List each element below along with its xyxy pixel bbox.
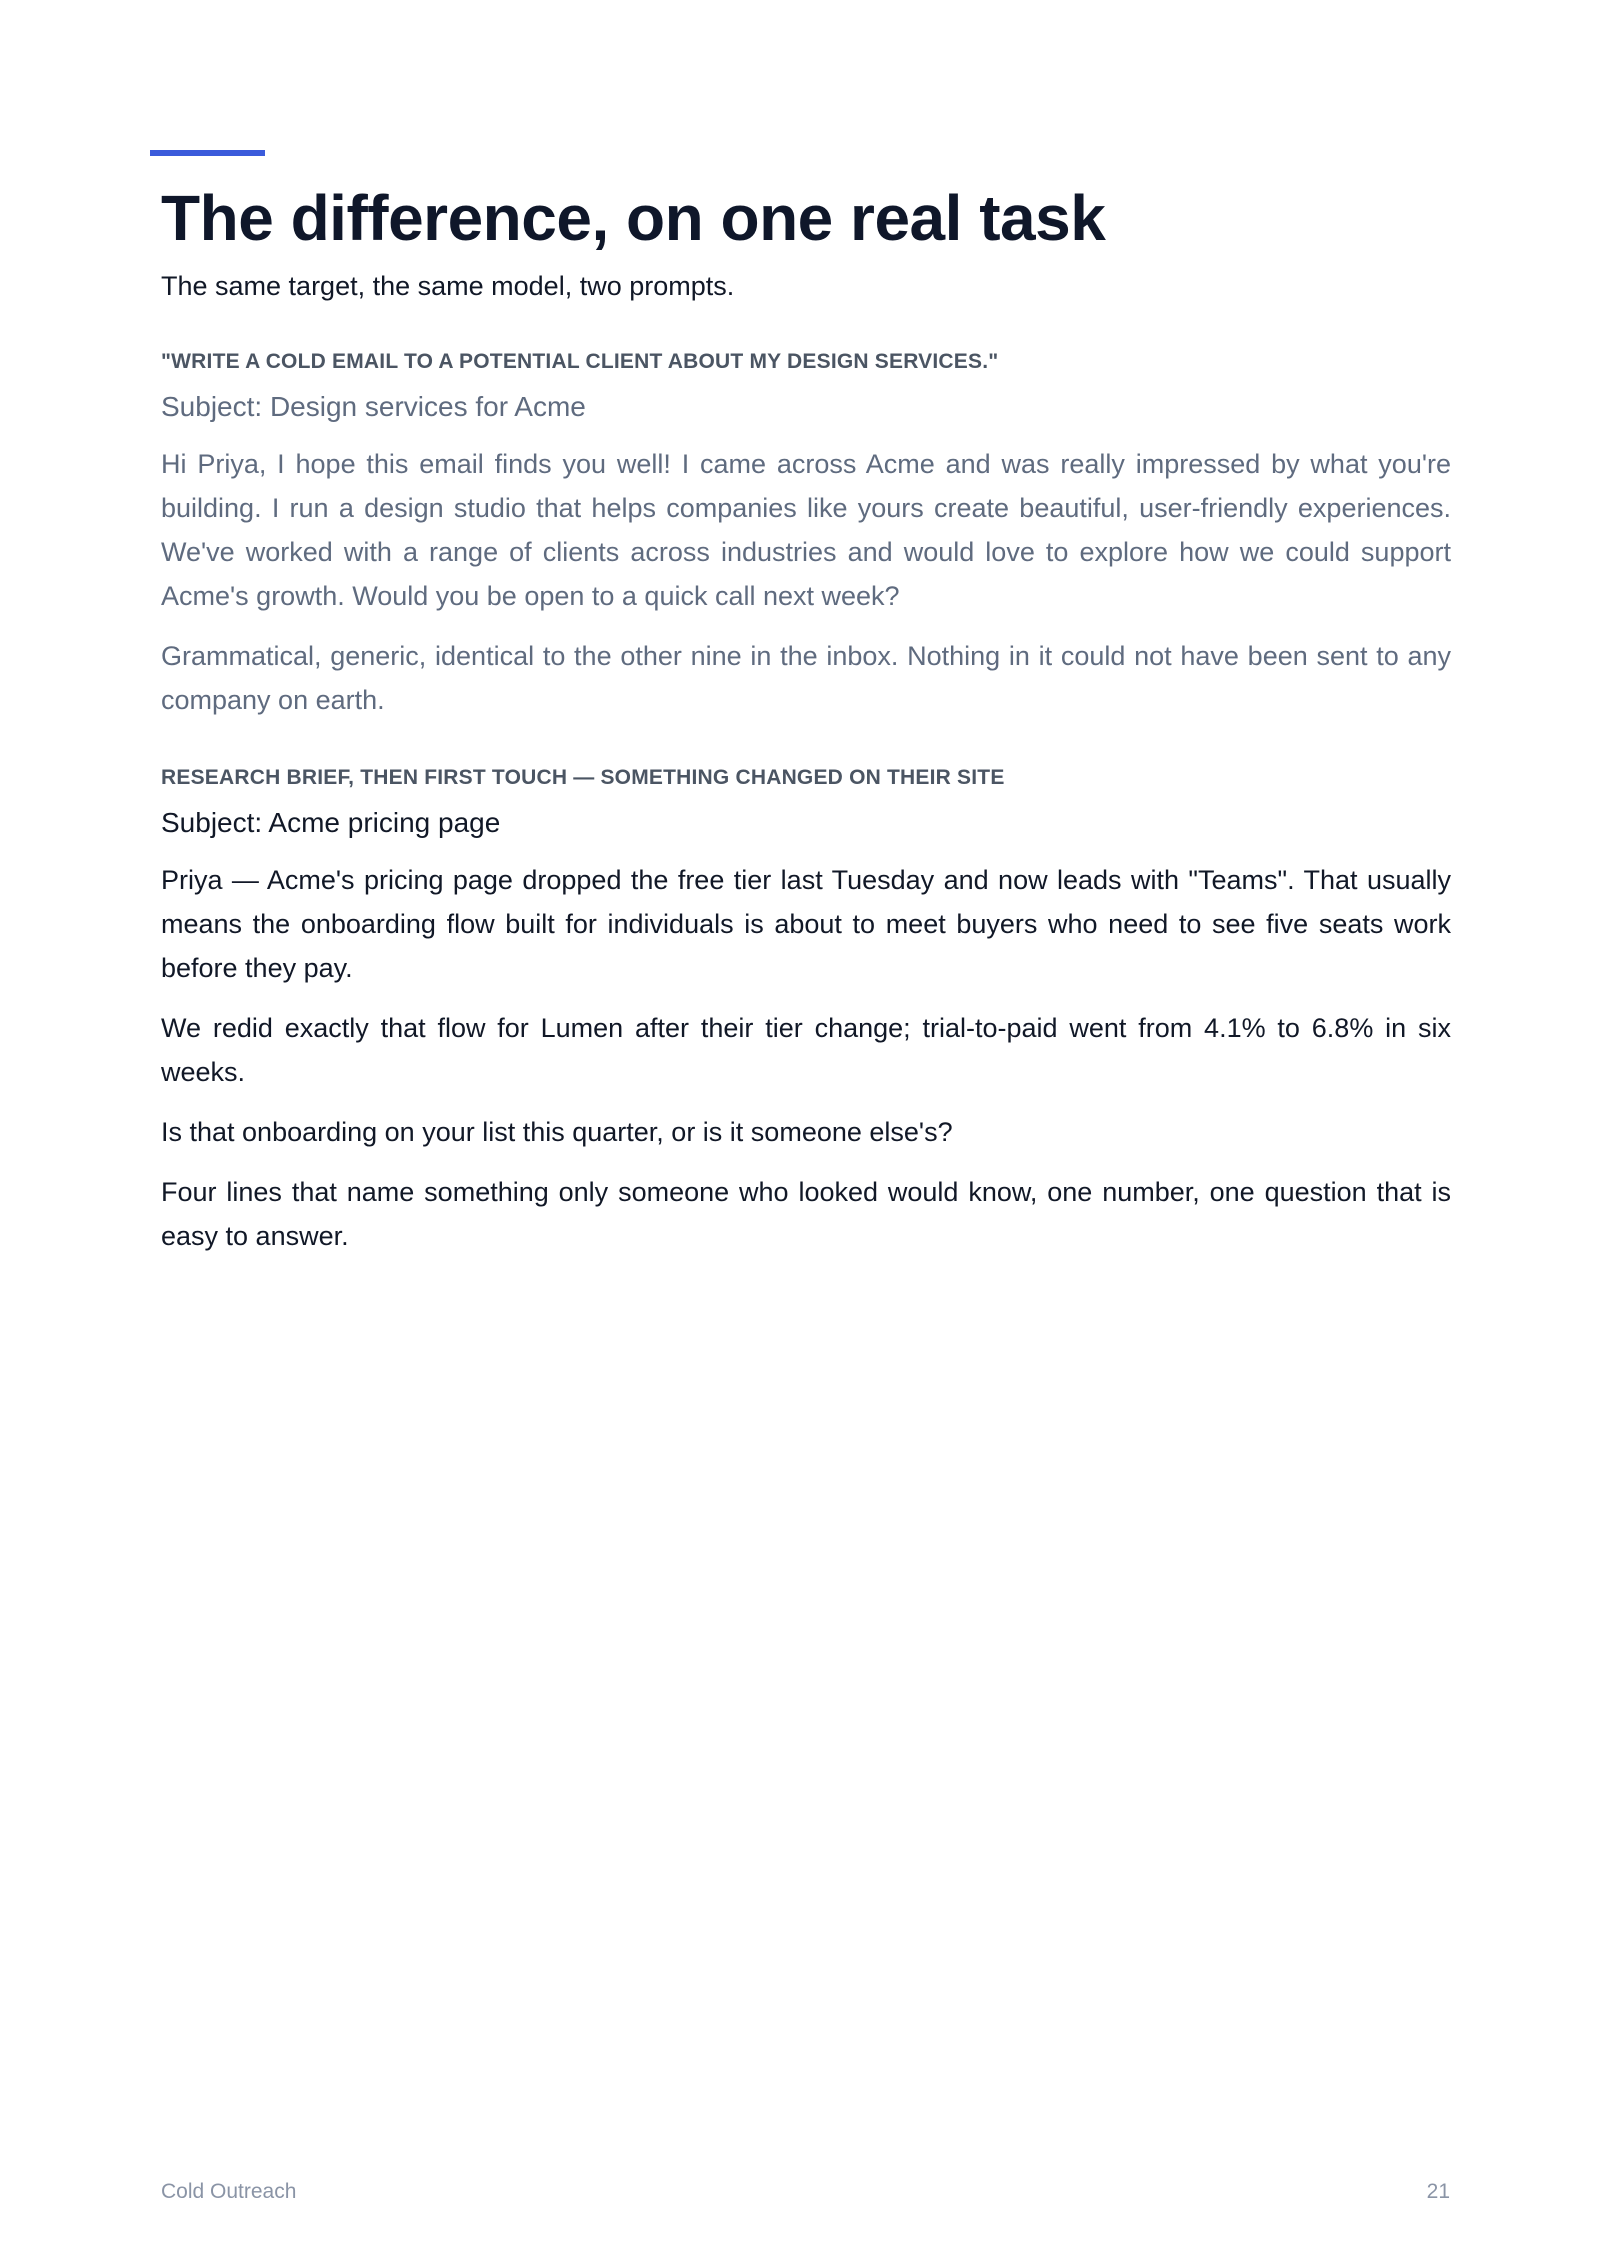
example-researched <box>161 764 1451 1258</box>
example-label: "WRITE A COLD EMAIL TO A POTENTIAL CLIENT ABOUT MY DESIGN SERVICES." <box>161 350 999 373</box>
email-body-paragraph: We redid exactly that flow for Lumen after their tier change; trial-to-paid went from 4.1% to 6.8% in six weeks. <box>161 1013 1451 1087</box>
email-body-paragraph: Priya — Acme's pricing page dropped the free tier last Tuesday and now leads with "Teams". That usually means the onboarding flow built for individuals is about to meet buyers who need to see five seats work before they pay. <box>161 865 1451 983</box>
email-subject: Subject: Acme pricing page <box>161 807 501 838</box>
email-body-paragraph: Is that onboarding on your list this quarter, or is it someone else's? <box>161 1117 953 1147</box>
page-subtitle: The same target, the same model, two prompts. <box>161 271 735 301</box>
example-label: RESEARCH BRIEF, THEN FIRST TOUCH — SOMETHING CHANGED ON THEIR SITE <box>161 766 1005 789</box>
page-title: The difference, on one real task <box>161 182 1106 254</box>
example-generic <box>161 348 1451 722</box>
footer-page-number: 21 <box>1426 2180 1450 2203</box>
footer-section-name: Cold Outreach <box>161 2180 297 2203</box>
commentary: Grammatical, generic, identical to the other nine in the inbox. Nothing in it could not have been sent to any company on earth. <box>161 641 1451 715</box>
commentary: Four lines that name something only someone who looked would know, one number, one question that is easy to answer. <box>161 1177 1451 1251</box>
page-content <box>161 178 1451 1258</box>
email-subject: Subject: Design services for Acme <box>161 391 586 422</box>
email-body: Hi Priya, I hope this email finds you well! I came across Acme and was really impressed by what you're building. I run a design studio that helps companies like yours create beautiful, user-friendly experiences. We've worked with a range of clients across industries and would love to explore how we could support Acme's growth. Would you be open to a quick call next week? <box>161 449 1451 611</box>
accent-rule <box>150 150 265 156</box>
